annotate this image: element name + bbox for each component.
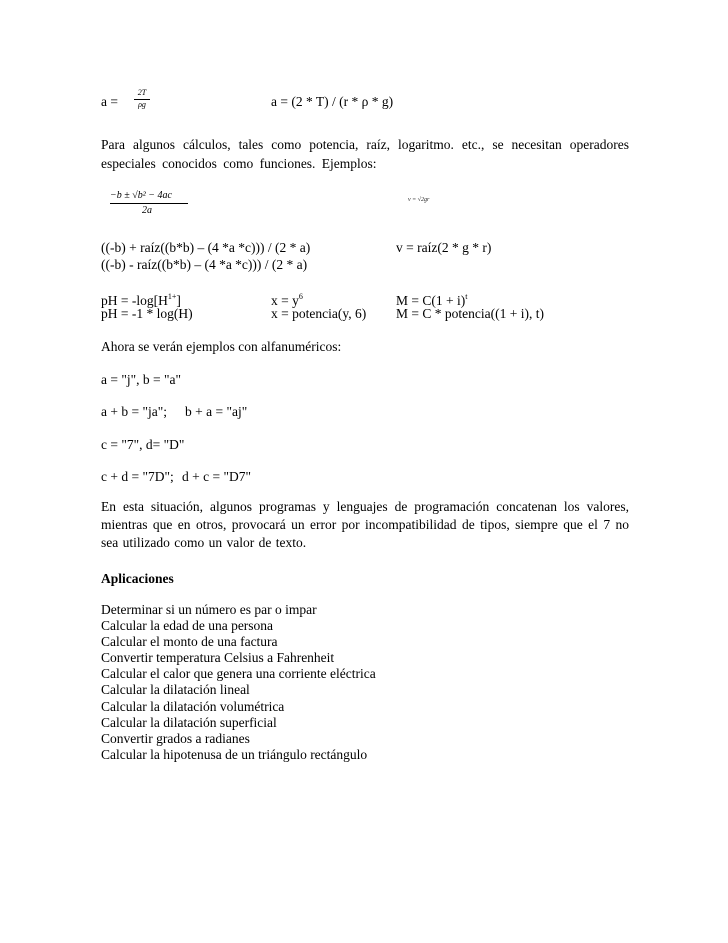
ph-log-text: pH = -log[H [101,293,168,308]
ph-log-close: ] [176,293,181,308]
quadratic-formula-image [110,190,190,216]
situation-paragraph: En esta situación, algunos programas y lenguajes de programación concatenan los valores, mientras que en otros, provocará un error por incompatibilidad de tipos, siempre que el 7 no sea utilizado como un valor de texto. [101,499,629,550]
formula-lhs: a = [101,94,118,109]
compound-interest-superscript: t [465,292,468,301]
compound-interest-text: M = C(1 + i) [396,293,466,308]
ph-function-expression: pH = -1 * log(H) [101,306,193,321]
alphanumeric-concat-1a: a + b = "ja"; [101,404,167,419]
power-function-expression: x = potencia(y, 6) [271,306,367,321]
list-item: Calcular la dilatación lineal [101,682,250,698]
applications-list [101,602,376,763]
alphanumeric-assignment-2: c = "7", d= "D" [101,437,185,452]
list-item: Convertir grados a radianes [101,730,250,746]
quadratic-minus-expression: ((-b) - raíz((b*b) – (4 *a *c))) / (2 * a) [101,257,308,272]
alphanumeric-assignment-1: a = "j", b = "a" [101,372,182,387]
formula-fraction-denominator: ρg [138,100,146,109]
list-item: Calcular el calor que genera una corriente eléctrica [101,666,376,682]
applications-heading: Aplicaciones [101,571,174,586]
quadratic-numerator: −b ± √b² − 4ac [110,190,172,201]
compound-interest-function-expression: M = C * potencia((1 + i), t) [396,306,544,321]
list-item: Determinar si un número es par o impar [101,602,317,617]
ph-log-superscript: 1+ [167,292,177,301]
power-text: x = y [271,293,299,308]
list-item: Calcular la dilatación volumétrica [101,698,285,714]
power-superscript: 6 [298,292,303,301]
velocity-expression: v = raíz(2 * g * r) [396,240,492,255]
quadratic-plus-expression: ((-b) + raíz((b*b) – (4 *a *c))) / (2 * a) [101,240,311,255]
list-item: Calcular la dilatación superficial [101,714,277,730]
alphanumeric-concat-1b: b + a = "aj" [185,404,248,419]
velocity-formula-image: v = √2gr [408,197,430,203]
alphanumeric-concat-2b: d + c = "D7" [182,469,251,484]
formula-fraction-numerator: 2T [137,88,147,97]
formula-expression: a = (2 * T) / (r * ρ * g) [271,94,394,109]
alphanumeric-concat-2a: c + d = "7D"; [101,469,174,484]
intro-paragraph: Para algunos cálculos, tales como potencia, raíz, logaritmo. etc., se necesitan operadores especiales conocidos como funciones. Ejemplos: [101,137,629,171]
quadratic-denominator: 2a [142,205,152,216]
list-item: Calcular la edad de una persona [101,618,274,634]
alphanumeric-intro: Ahora se verán ejemplos con alfanuméricos: [101,339,342,354]
list-item: Calcular el monto de una factura [101,634,278,650]
list-item: Calcular la hipotenusa de un triángulo rectángulo [101,746,368,762]
list-item: Convertir temperatura Celsius a Fahrenheit [101,650,335,666]
quadratic-fraction-bar [110,203,188,204]
